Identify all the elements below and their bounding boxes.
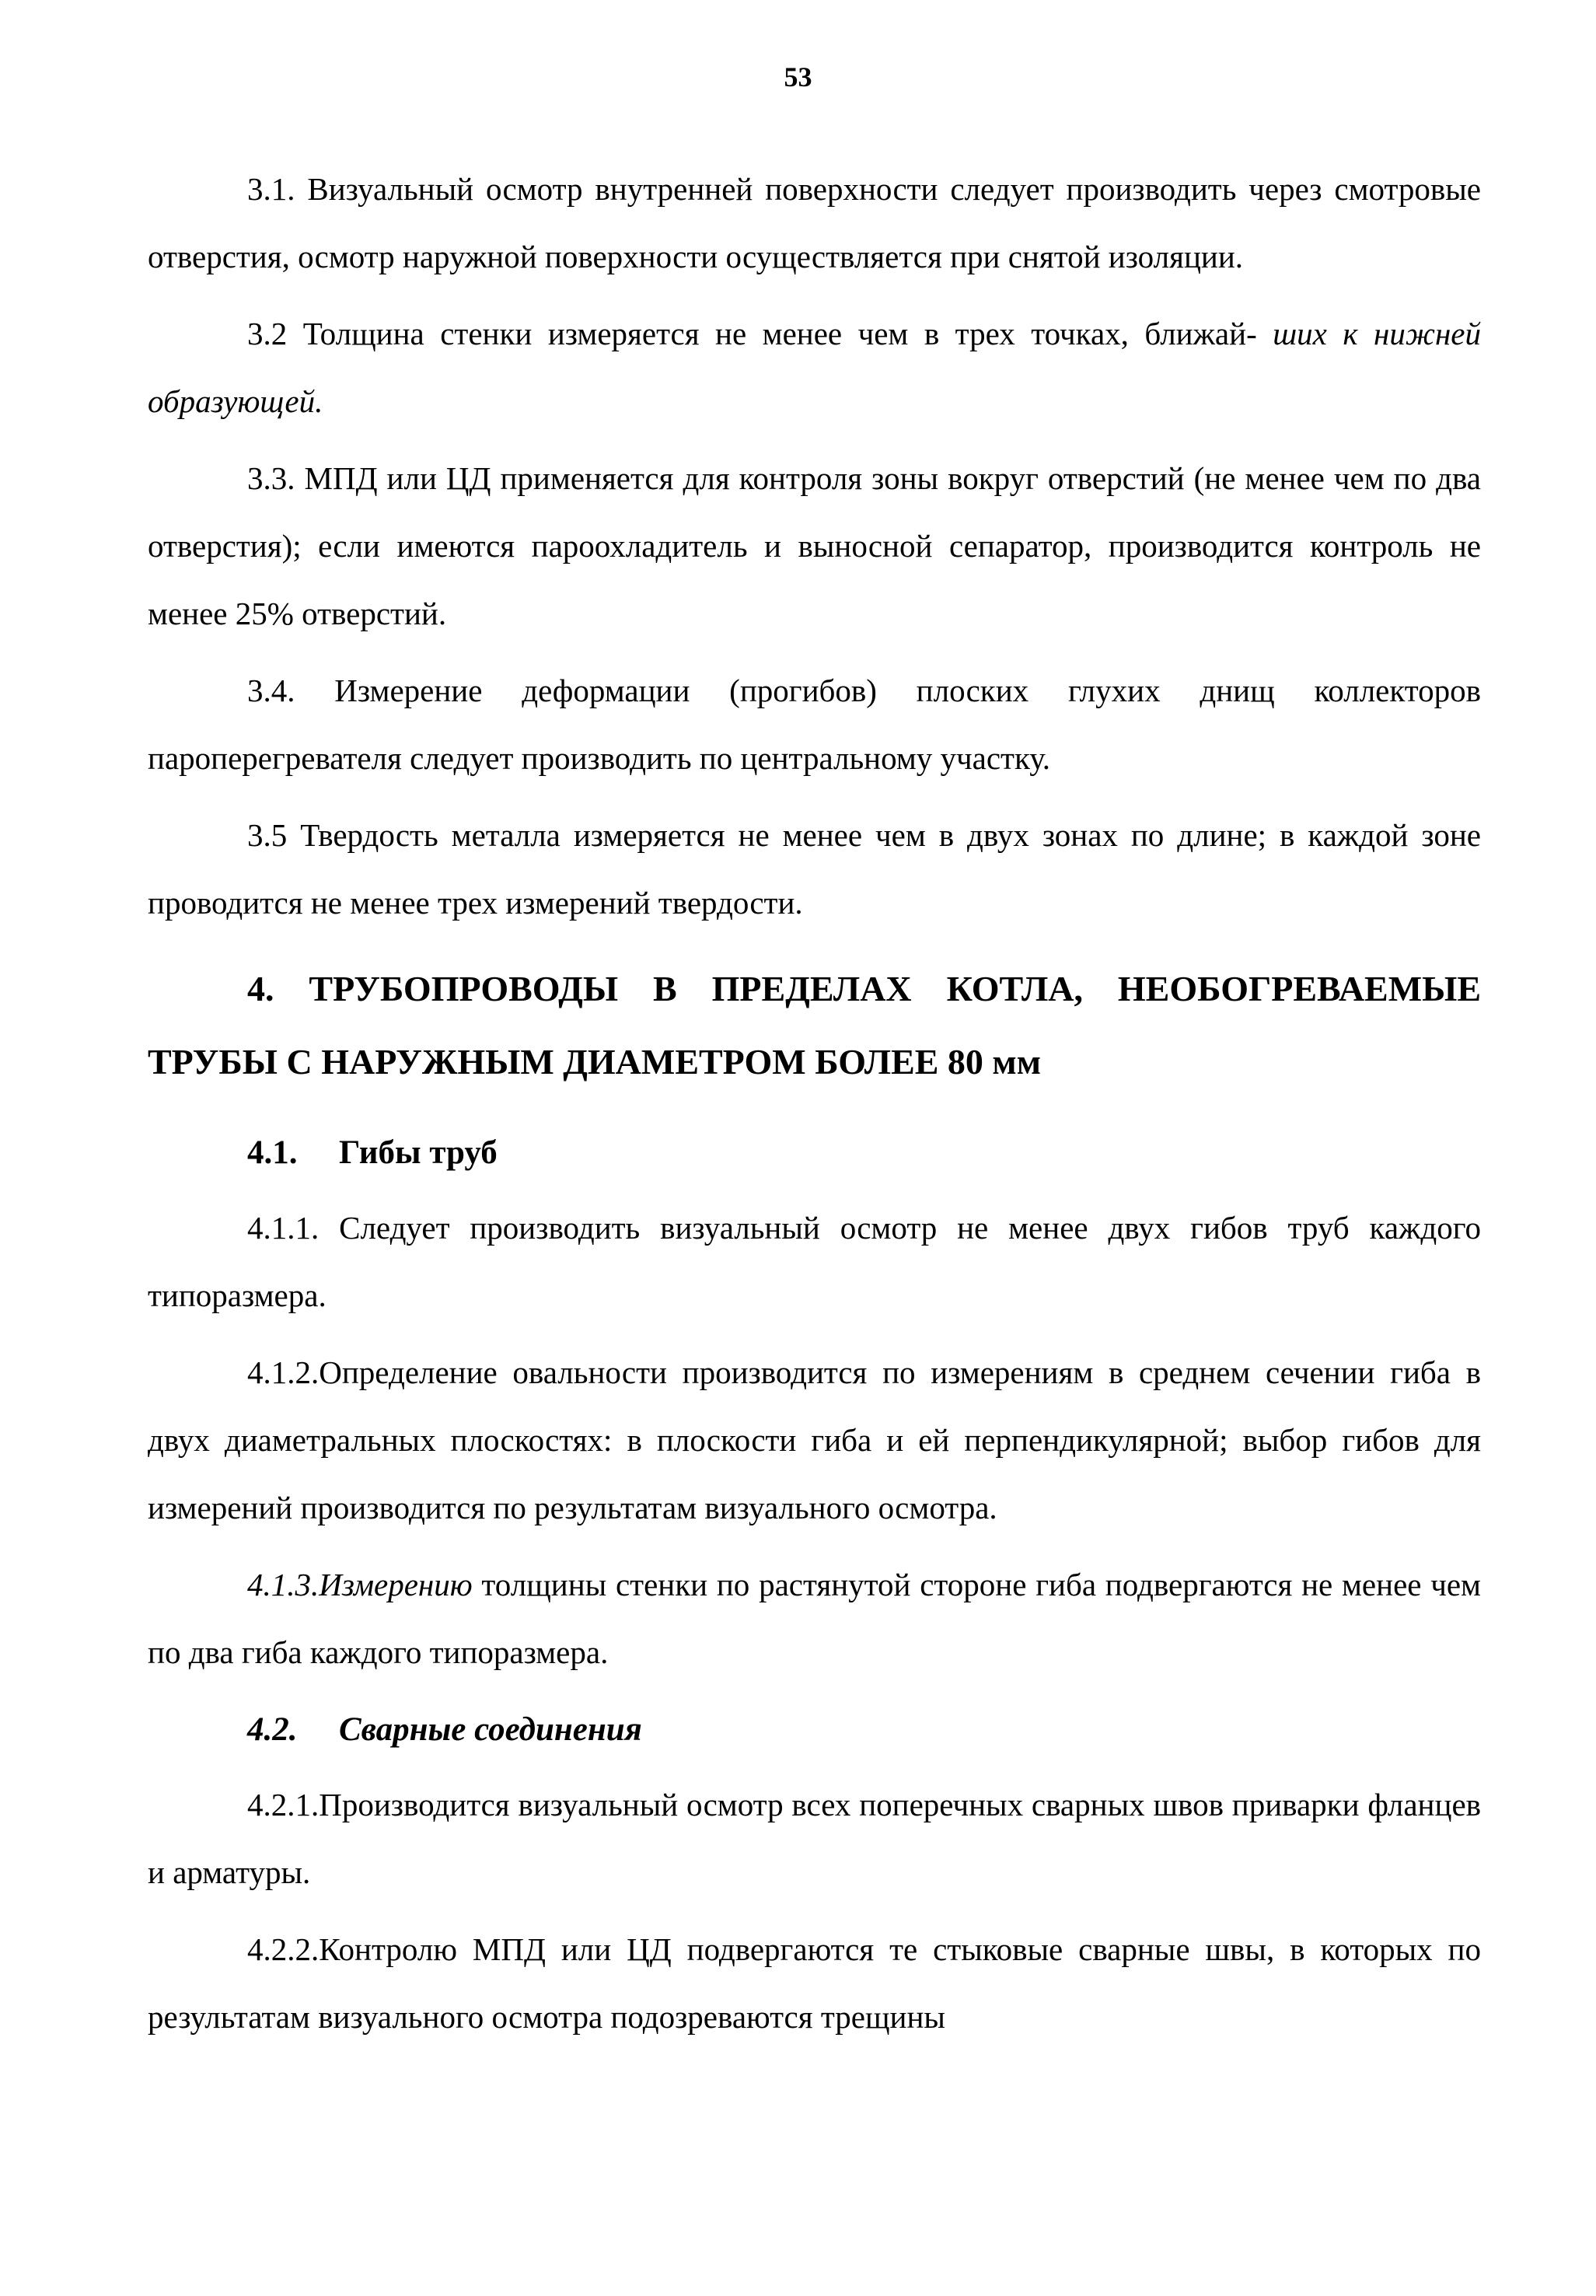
- paragraph-3-2-italic: ших к нижней образующей.: [148, 316, 1482, 419]
- paragraph-4-1-3-text: толщины стенки по растянутой стороне гиба подвергаются не менее чем по два гиба каждого типоразмера.: [148, 1567, 1481, 1670]
- paragraph-3-3: 3.3. МПД или ЦД применяется для контроля зоны вокруг отверстий (не менее чем по два отверстия); если имеются пароохладитель и выносной сепаратор, производится контроль не менее 25% отверстий.: [148, 460, 1481, 631]
- paragraph-4-1-1: 4.1.1. Следует производить визуальный осмотр не менее двух гибов труб каждого типоразмера.: [148, 1210, 1481, 1313]
- subsection-4-2-number: 4.2.: [247, 1711, 298, 1748]
- page-body: [148, 156, 1481, 2060]
- paragraph-4-1-3-italic: 4.1.3.Измерению: [247, 1567, 473, 1602]
- section-4-heading: 4. ТРУБОПРОВОДЫ В ПРЕДЕЛАХ КОТЛА, НЕОБОГРЕВАЕМЫЕ ТРУБЫ С НАРУЖНЫМ ДИАМЕТРОМ БОЛЕЕ 80 мм: [148, 969, 1481, 1082]
- subsection-4-2-title: Сварные соединения: [339, 1711, 642, 1748]
- page-number: 53: [784, 61, 812, 93]
- paragraph-3-2-text: 3.2 Толщина стенки измеряется не менее чем в трех точках, ближай-: [247, 316, 1257, 351]
- paragraph-4-1-2: 4.1.2.Определение овальности производится по измерениям в среднем сечении гиба в двух диаметральных плоскостях: в плоскости гиба и ей перпендикулярной; выбор гибов для измерений производится по результатам визуального осмотра.: [148, 1354, 1481, 1525]
- subsection-4-2-heading: [148, 1696, 1481, 1763]
- paragraph-3-2: [148, 300, 1481, 435]
- paragraph-3-5: 3.5 Твердость металла измеряется не менее чем в двух зонах по длине; в каждой зоне проводится не менее трех измерений твердости.: [148, 817, 1481, 921]
- paragraph-3-1: 3.1. Визуальный осмотр внутренней поверхности следует производить через смотровые отверстия, осмотр наружной поверхности осуществляется при снятой изоляции.: [148, 171, 1481, 274]
- paragraph-4-1-3: [148, 1551, 1481, 1686]
- subsection-4-1-title: Гибы труб: [339, 1134, 498, 1171]
- paragraph-4-2-1: 4.2.1.Производится визуальный осмотр всех поперечных сварных швов приварки фланцев и арматуры.: [148, 1787, 1481, 1890]
- subsection-4-1-number: 4.1.: [247, 1134, 298, 1171]
- paragraph-3-4: 3.4. Измерение деформации (прогибов) плоских глухих днищ коллекторов пароперегревателя следует производить по центральному участку.: [148, 673, 1481, 776]
- paragraph-4-2-2: 4.2.2.Контролю МПД или ЦД подвергаются те стыковые сварные швы, в которых по результатам визуального осмотра подозреваются трещины: [148, 1931, 1481, 2035]
- subsection-4-1-heading: [148, 1119, 1481, 1186]
